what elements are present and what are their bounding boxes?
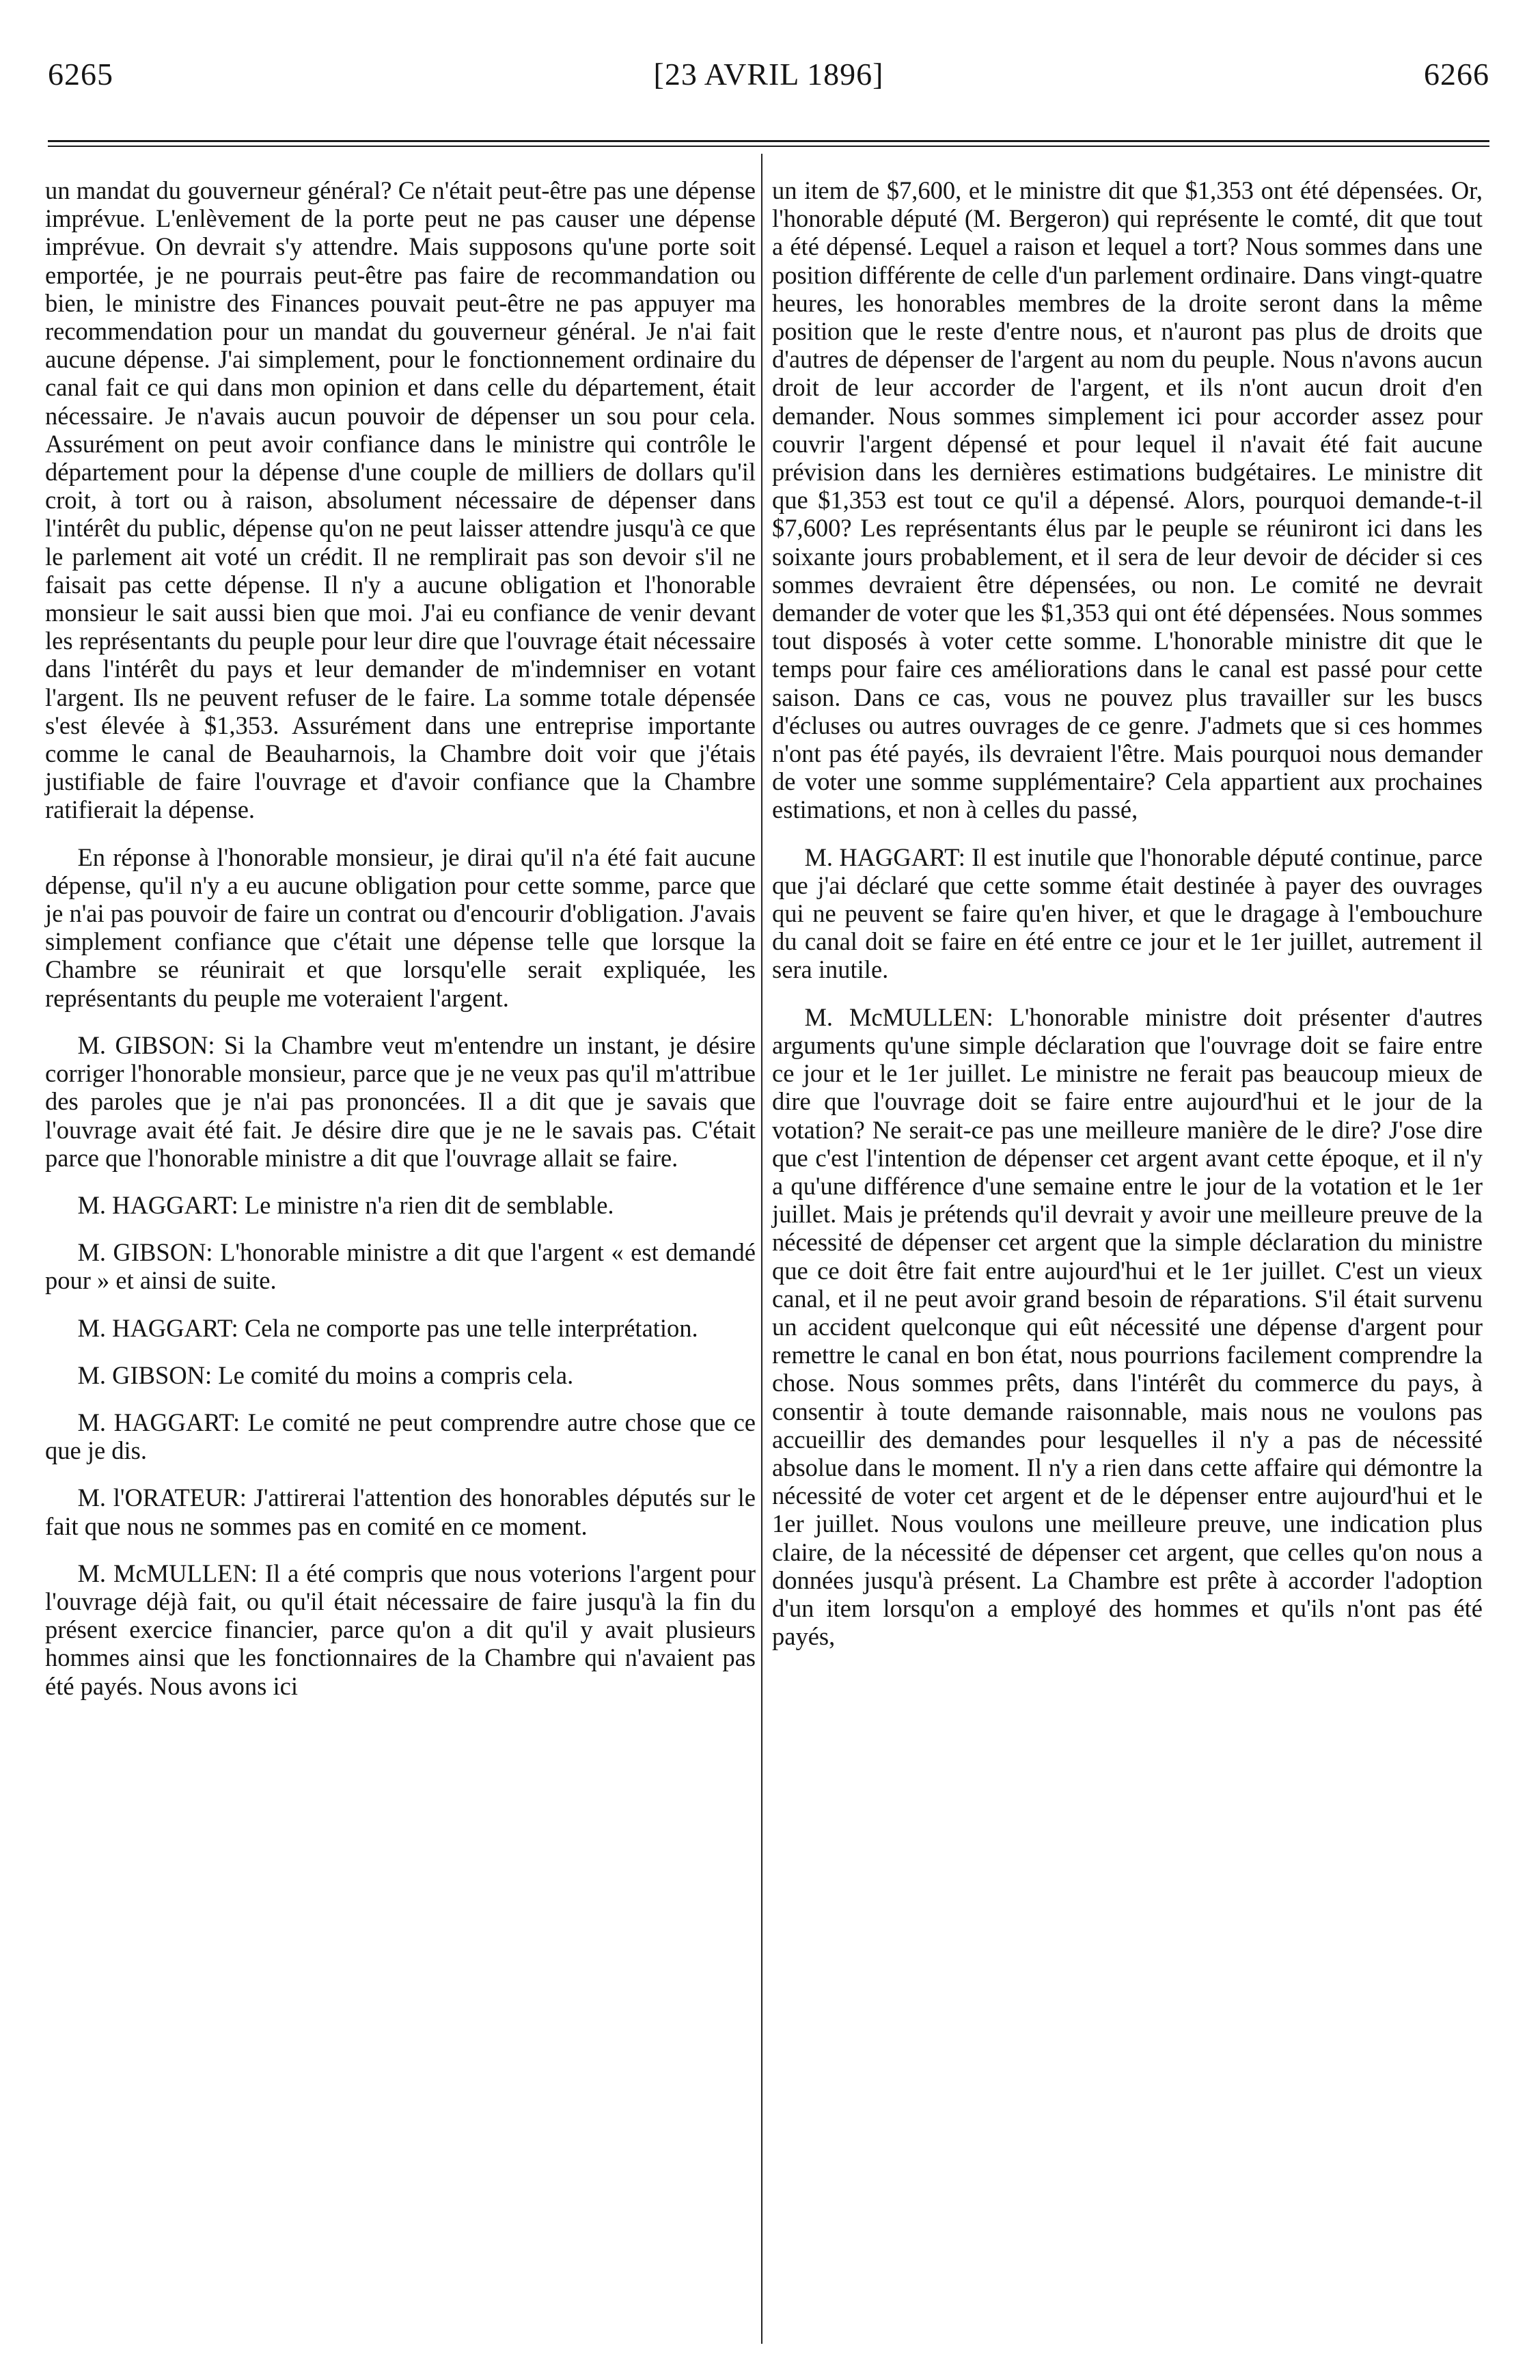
speech-orateur: M. l'ORATEUR: J'attirerai l'attention des honorables députés sur le fait que nous ne sommes pas en comité en ce moment. — [45, 1483, 756, 1540]
page-number-right: 6266 — [1424, 57, 1489, 92]
speech-haggart: M. HAGGART: Il est inutile que l'honorable député continue, parce que j'ai déclaré que cette somme était destinée à payer des ouvrages qui ne peuvent se faire qu'en hiver, et que le dragage à l'embouchure du canal doit se faire en été entre ce jour et le 1er juillet, autrement il sera inutile. — [772, 843, 1483, 984]
left-column — [45, 176, 756, 1700]
speech-gibson: M. GIBSON: L'honorable ministre a dit que l'argent « est demandé pour » et ainsi de suite. — [45, 1238, 756, 1295]
speech-haggart: M. HAGGART: Le comité ne peut comprendre autre chose que ce que je dis. — [45, 1408, 756, 1465]
column-divider — [761, 154, 762, 2344]
header-rule-top — [48, 140, 1489, 142]
page-header — [48, 56, 1489, 104]
speech-mcmullen: M. McMULLEN: L'honorable ministre doit présenter d'autres arguments qu'une simple déclaration que l'ouvrage doit se faire entre ce jour et le 1er juillet. Le ministre ne ferait pas beaucoup mieux de dire que l'ouvrage doit se faire entre aujourd'hui et le jour de la votation? Ne serait-ce pas une meilleure manière de le dire? J'ose dire que c'est l'intention de dépenser cet argent avant cette époque, et il n'y a qu'une différence d'une semaine entre le jour de la votation et le 1er juillet. Mais je prétends qu'il devrait y avoir une meilleure preuve de la nécessité de dépenser cet argent que la simple déclaration du ministre que ce doit être fait entre aujourd'hui et le 1er juillet. C'est un vieux canal, et il ne peut avoir grand besoin de réparations. S'il était survenu un accident quelconque qui eût nécessité une dépense d'argent pour remettre le canal en bon état, nous pourrions facilement comprendre la chose. Nous sommes prêts, dans l'intérêt du commerce du pays, à consentir à toute demande raisonnable, mais nous ne voulons pas accueillir des demandes pour lesquelles il n'y a pas de nécessité absolue dans le moment. Il n'y a rien dans cette affaire qui démontre la nécessité de voter cet argent et de le dépenser entre aujourd'hui et le 1er juillet. Nous voulons une meilleure preuve, une indication plus claire, de la nécessité de dépenser cet argent, que celles qu'on nous a données jusqu'à présent. La Chambre est prête à accorder l'adoption d'un item lorsqu'on a employé des hommes et qu'ils n'ont pas été payés, — [772, 1002, 1483, 1651]
speech-mcmullen: M. McMULLEN: Il a été compris que nous voterions l'argent pour l'ouvrage déjà fait, ou qu'il était nécessaire de faire jusqu'à la fin du présent exercice financier, parce qu'on a dit qu'il y avait plusieurs hommes ainsi que les fonctionnaires de la Chambre qui n'avaient pas été payés. Nous avons ici — [45, 1559, 756, 1700]
page-number-left: 6265 — [48, 57, 113, 92]
right-column — [772, 176, 1483, 1650]
paragraph: un mandat du gouverneur général? Ce n'était peut-être pas une dépense imprévue. L'enlèvement de la porte peut ne pas causer une dépense imprévue. On devrait s'y attendre. Mais supposons qu'une porte soit emportée, je ne pourrais peut-être pas faire de recommandation ou bien, le ministre des Finances pouvait peut-être ne pas appuyer ma recommendation pour un mandat du gouverneur général. Je n'ai fait aucune dépense. J'ai simplement, pour le fonctionnement ordinaire du canal fait ce qui dans mon opinion et dans celle du département, était nécessaire. Je n'avais aucun pouvoir de dépenser un sou pour cela. Assurément on peut avoir confiance dans le ministre qui contrôle le département pour la dépense d'une couple de milliers de dollars qu'il croit, à tort ou à raison, absolument nécessaire de dépenser dans l'intérêt du public, dépense qu'on ne peut laisser attendre jusqu'à ce que le parlement ait voté un crédit. Il ne remplirait pas son devoir s'il ne faisait pas cette dépense. Il n'y a aucune obligation et l'honorable monsieur le sait aussi bien que moi. J'ai eu confiance de venir devant les représentants du peuple pour leur dire que l'ouvrage était nécessaire dans l'intérêt du pays et leur demander de m'indemniser en votant l'argent. Ils ne peuvent refuser de le faire. La somme totale dépensée s'est élevée à $1,353. Assurément dans une entreprise importante comme le canal de Beauharnois, la Chambre doit voir que j'étais justifiable de faire l'ouvrage et d'avoir confiance que la Chambre ratifierait la dépense. — [45, 176, 756, 824]
speech-gibson: M. GIBSON: Si la Chambre veut m'entendre un instant, je désire corriger l'honorable monsieur, parce que je ne veux pas qu'il m'attribue des paroles que je n'ai pas prononcées. Il a dit que je savais que l'ouvrage avait été fait. Je désire dire que je ne le savais pas. C'était parce que l'honorable ministre a dit que l'ouvrage allait se faire. — [45, 1030, 756, 1172]
speech-gibson: M. GIBSON: Le comité du moins a compris cela. — [77, 1360, 574, 1389]
speech-haggart: M. HAGGART: Cela ne comporte pas une telle interprétation. — [77, 1313, 698, 1342]
header-rule-bottom — [48, 146, 1489, 147]
speech-haggart: M. HAGGART: Le ministre n'a rien dit de semblable. — [77, 1190, 614, 1219]
page-date: [23 AVRIL 1896] — [653, 57, 884, 92]
paragraph: un item de $7,600, et le ministre dit que $1,353 ont été dépensées. Or, l'honorable député (M. Bergeron) qui représente le comté, dit que tout a été dépensé. Lequel a raison et lequel a tort? Nous sommes dans une position différente de celle d'un parlement ordinaire. Dans vingt-quatre heures, les honorables membres de la droite seront dans la même position que le reste d'entre nous, et n'auront pas plus de droits que d'autres de dépenser de l'argent au nom du peuple. Nous n'avons aucun droit de leur accorder de l'argent, et ils n'ont aucun droit d'en demander. Nous sommes simplement ici pour accorder assez pour couvrir l'argent dépensé et pour lequel il n'avait été fait aucune prévision dans les dernières estimations budgétaires. Le ministre dit que $1,353 est tout ce qu'il a dépensé. Alors, pourquoi demande-t-il $7,600? Les représentants élus par le peuple se réuniront ici dans les soixante jours probablement, et il sera de leur devoir de décider si ces sommes devraient être dépensées, ou non. Le comité ne devrait demander de voter que les $1,353 qui ont été dépensées. Nous sommes tout disposés à voter cette somme. L'honorable ministre dit que le temps pour faire ces améliorations dans le canal est passé pour cette saison. Dans ce cas, vous ne pouvez plus travailler sur les buscs d'écluses ou autres ouvrages de ce genre. J'admets que si ces hommes n'ont pas été payés, ils devraient l'être. Mais pourquoi nous demander de voter une somme supplémentaire? Cela appartient aux prochaines estimations, et non à celles du passé, — [772, 176, 1483, 824]
paragraph: En réponse à l'honorable monsieur, je dirai qu'il n'a été fait aucune dépense, qu'il n'y a eu aucune obligation pour cette somme, parce que je n'ai pas pouvoir de faire un contrat ou d'encourir d'obligation. J'avais simplement confiance que c'était une dépense telle que lorsque la Chambre se réunirait et que lorsqu'elle serait expliquée, les représentants du peuple me voteraient l'argent. — [45, 843, 756, 1012]
